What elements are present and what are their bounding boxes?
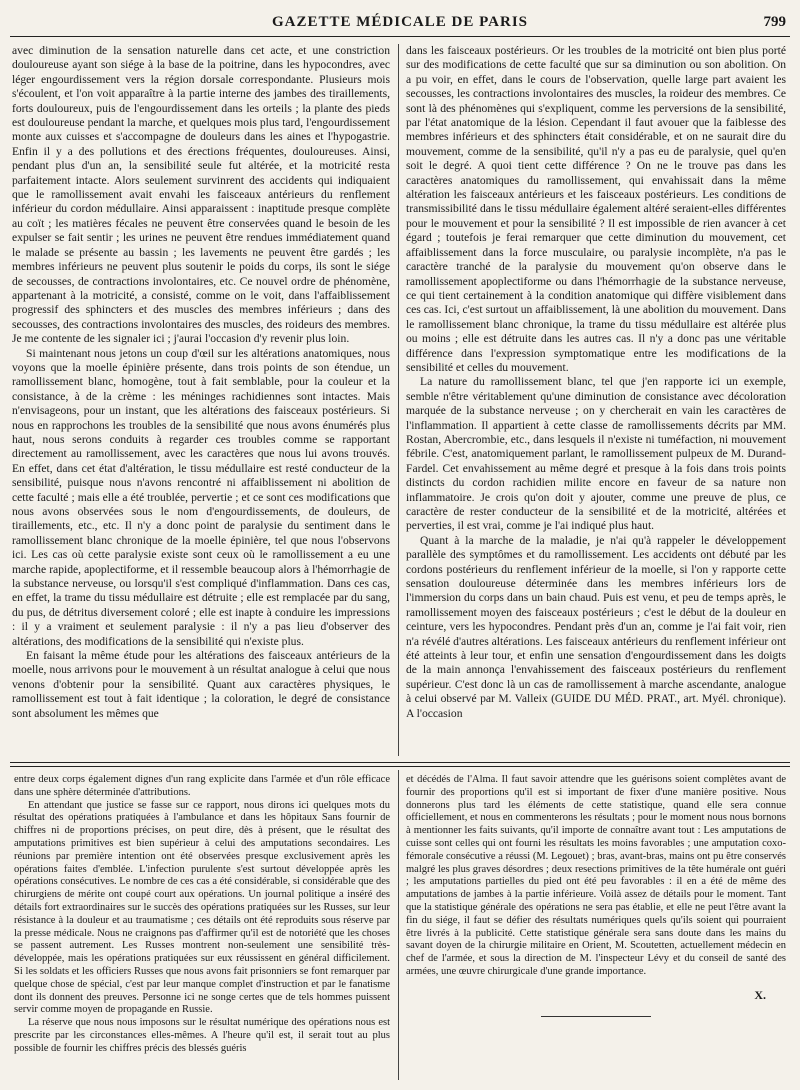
- paragraph: avec diminution de la sensation naturelle dans cet acte, et une constriction douloureuse ayant son siége à la base de la poitrine, dans les hypocondres, avec léger engourdissement vers la région dorsale correspondante. Plusieurs mois s'écoulent, et l'on voit apparaître à la partie interne des jambes des tiraillements, forts douloureux, puis de l'engourdissement dans les orteils ; la plante des pieds est douloureuse pendant la marche, et quelques mois plus tard, l'engourdissement monte aux cuisses et s'accompagne de douleurs dans les aines et l'hypogastrie. Enfin il y a des pollutions et des érections fréquentes, douloureuses. Ainsi, pendant plus d'un an, la sensibilité seule fut altérée, et la motricité resta parfaitement intacte. Alors seulement survinrent des accidents qui indiquaient que le ramollissement avait envahi les faisceaux antérieurs du renflement inférieur du cordon médullaire. Ainsi apparaissent : inaptitude presque complète au coït ; les matières fécales ne peuvent être conservées quand le besoin de les expulser se fait sentir ; les urines ne peuvent être rendues immédiatement quand le malade se présente au bassin ; les lavements ne peuvent être gardés ; les membres inférieurs ne peuvent plus soutenir le poids du corps, ils sont le siége de secousses, de contractions involontaires, etc. Ce nouvel ordre de phénomène, appartenant à la motricité, a consisté, comme on le voit, dans l'affaiblissement progressif des sphincters et des muscles des membres inférieurs ; dans des secousses, des contractions involontaires des muscles, des roideurs des membres. Je me contente de les signaler ici ; j'aurai l'occasion d'y revenir plus loin.: [12, 44, 390, 346]
- upper-left-column: [12, 44, 390, 756]
- upper-right-column: [406, 44, 786, 756]
- journal-title: GAZETTE MÉDICALE DE PARIS: [271, 14, 528, 30]
- lower-left-column: [14, 774, 390, 1080]
- paragraph: dans les faisceaux postérieurs. Or les troubles de la motricité ont bien plus porté sur des modifications de cette faculté que sur sa diminution ou son abolition. On a pu voir, en effet, dans le cours de l'observation, quelle large part avaient les secousses, les contractions involontaires des muscles, la roideur des membres. Ce sont là des phénomènes qui s'expliquent, comme les perversions de la sensibilité, par l'état anatomique de la lésion. Cependant il faut avouer que la faiblesse des membres inférieurs et des sphincters était considérable, et on ne saurait dire du mouvement, comme de la sensibilité, qu'il n'y a pas eu de paralysie, quel qu'en soit le degré. A quoi tient cette différence ? On ne le trouve pas dans les caractères anatomiques du ramollissement, qui envahissait dans la même altération les faisceaux antérieurs et les faisceaux postérieurs. Les conditions de transmissibilité dans le tissu médullaire également altéré seraient-elles différentes pour le mouvement et pour la sensibilité ? Il est impossible de rien avancer à cet égard ; toutefois je ferai remarquer que cette diminution du mouvement, cet affaiblissement dans la force musculaire, ou paralysie incomplète, n'a pas le caractère tranché de la paralysie du mouvement qu'on observe dans le ramollissement apoplectiforme ou dans l'hémorrhagie de la substance nerveuse, ce qui tient certainement à la condition anatomique qui diffère visiblement dans ces cas. Ici, c'est surtout un affaiblissement, là une abolition du mouvement. Dans le ramollissement blanc chronique, la trame du tissu médullaire est altérée plus ou moins ; elle est détruite dans les autres cas. Il n'y a donc pas une véritable différence dans l'expression symptomatique entre les modifications de la sensibilité et celles du mouvement.: [406, 44, 786, 374]
- paragraph: La réserve que nous nous imposons sur le résultat numérique des opérations nous est prescrite par les circonstances elles-mêmes. A l'heure qu'il est, il serait tout au plus possible de fournir les chiffres précis des blessés guéris: [14, 1017, 390, 1054]
- page-number: 799: [763, 14, 786, 30]
- paragraph: En faisant la même étude pour les altérations des faisceaux antérieurs de la moelle, nous arrivons pour le mouvement à un résultat analogue à celui que nous venons d'obtenir pour la sensibilité. Quant aux caractères physiques, le ramollissement est tout à fait identique ; la coloration, le degré de consistance sont absolument les mêmes que: [12, 649, 390, 720]
- paragraph: La nature du ramollissement blanc, tel que j'en rapporte ici un exemple, semble n'être véritablement qu'une diminution de consistance avec décoloration marquée de la substance nerveuse ; on y chercherait en vain les caractères de l'inflammation. Il appartient à cette classe de ramollissements décrits par MM. Rostan, Abercrombie, etc., dans lesquels il n'existe ni tuméfaction, ni mouvement fébrile. C'est, anatomiquement parlant, le ramollissement pulpeux de M. Durand-Fardel. Cet envahissement au même degré et presque à la fois dans trois points distincts du cordon rachidien milite encore en faveur de sa nature non inflammatoire. Je crois qu'on doit y ajouter, comme une preuve de plus, ce caractère de rester conducteur de la sensibilité et de la motricité, altérées et perverties, il est vrai, comme je l'ai indiqué plus haut.: [406, 375, 786, 533]
- paragraph: En attendant que justice se fasse sur ce rapport, nous dirons ici quelques mots du résultat des opérations pratiquées à l'ambulance et dans les hôpitaux Sans fournir de chiffres ni de proportions précises, on peut dire, dès à présent, que le résultat des amputations primitives est bien supérieur à celui des amputations secondaires. Les réunions par première intention ont été observées presque exclusivement après les opérations faites d'emblée. L'infection purulente s'est surtout développée après les opérations consécutives. Le nombre de ces cas a été considérable, si considérable que des chirurgiens de mérite ont coupé court aux opérations. Un journal politique a inséré des détails fort extraordinaires sur le succès des opérations pratiquées sur les Russes, sur leur résistance à la douleur et au traumatisme ; ces détails ont été reproduits sous réserve par la presse médicale. Nous ne craignons pas d'affirmer qu'il est de notoriété que les choses se passent autrement. Les Russes montrent non-seulement une sensibilité très-développée, mais les opérations pratiquées sur eux réussissent en général difficilement. Si les soldats et les officiers Russes que nous avons fait prisonniers se font remarquer par quelque chose de spécial, c'est par leur manque complet d'instruction et par le fanatisme dont ils donnent des preuves. Personne ici ne songe certes que de tels hommes puissent servir comme moyen de propagande en Russie.: [14, 799, 390, 1016]
- column-divider-lower: [398, 770, 399, 1080]
- column-divider-upper: [398, 44, 399, 756]
- end-rule: [541, 1016, 651, 1017]
- section-divider: [10, 762, 790, 767]
- lower-right-column: [406, 774, 786, 1080]
- page-header: [10, 14, 790, 37]
- paragraph: et décédés de l'Alma. Il faut savoir attendre que les guérisons soient complètes avant de fournir des proportions qu'il est si important de fixer d'une manière positive. Nous donnerons plus tard les éléments de cette statistique, quand elle sera connue officiellement, et nous en commenterons les résultats ; pour le moment nous nous bornons à mentionner les faits suivants, qu'il importe de connaître avant tout : Les amputations de cuisse sont celles qui ont fourni les résultats les moins favorables ; une amputation coxo-fémorale consécutive a réussi (M. Legouet) ; bras, avant-bras, mains ont pu être conservés malgré les plus graves désordres ; deux resections primitives de la tête humérale ont guéri ; les amputations partielles du pied ont été peu favorables : il en a été de même des amputations de jambes à la partie inférieure. Voilà assez de détails pour le moment. Tant que la statistique générale des opérations ne sera pas établie, et elle ne peut l'être avant la fin du siége, il faut se défier des résultats numériques quels qu'ils soient qui pourraient être livrés à la publicité. Cette statistique générale sera sans doute dans les mains du savant doyen de la chirurgie militaire en Orient, M. Scoutetten, actuellement médecin en chef de l'armée, et sous la direction de M. l'inspecteur Lévy et du conseil de santé des armées, une œuvre chirurgicale d'une grande importance.: [406, 774, 786, 977]
- paragraph: Quant à la marche de la maladie, je n'ai qu'à rappeler le développement parallèle des symptômes et du ramollissement. Les accidents ont débuté par les cordons postérieurs du renflement inférieur de la moelle, si l'on y rapporte cette sensation douloureuse déterminée dans les membres inférieurs lors de l'immersion du corps dans un bain chaud. Puis est venu, et peu de temps après, le ramollissement moyen des faisceaux postérieurs ; c'est le début de la douleur en ceinture, vers les hypocondres. Pendant près d'un an, comme je l'ai fait voir, rien n'a révélé d'autres altérations. Les faisceaux antérieurs du renflement inférieur ont été atteints à leur tour, et enfin une sensation d'engourdissement dans les doigts de la main annonça l'envahissement des faisceaux postérieurs du renflement supérieur. C'est donc là un cas de ramollissement à marche ascendante, analogue à celui observé par M. Valleix (GUIDE DU MÉD. PRAT., art. Myél. chronique). A l'occasion: [406, 533, 786, 720]
- paragraph: Si maintenant nous jetons un coup d'œil sur les altérations anatomiques, nous voyons que la moelle épinière présente, dans trois points de son étendue, un ramollissement blanc, homogène, tout à fait semblable, pour la couleur et la consistance, à de la crème : les méninges rachidiennes sont intactes. Mais n'envisageons, pour un instant, que les altérations des faisceaux postérieurs. Si nous en rapprochons les troubles de la sensibilité que nous avons énumérés plus haut, nous serons conduits à regarder ces troubles comme se rapportant directement au ramollissement, avec les caractères que nous lui avons trouvés. En effet, dans cet état d'altération, le tissu médullaire est resté conducteur de la sensibilité, puisque nous n'avons rencontré ni affaiblissement ni abolition de cette faculté ; mais elle a été troublée, pervertie ; et ce sont ces modifications que nous avons observées sous le nom d'engourdissements, de douleurs, de tiraillements, etc., etc. Il n'y a donc point de paralysie du sentiment dans le ramollissement blanc chronique de la moelle épinière, tel que nous l'observons ici. Les cas où cette paralysie existe sont ceux où le ramollissement a eu une marche rapide, apoplectiforme, et il ressemble beaucoup alors à l'hémorrhagie de la substance nerveuse, ou lorsqu'il s'est compliqué d'inflammation. Dans ces cas, en effet, la trame du tissu médullaire est détruite ; elle est remplacée par du sang, du pus, de détritus diversement coloré ; elle est inapte à conduire les impressions : il y a vraiment et seulement paralysie : il n'y a pas lieu d'observer des altérations, des modifications de la sensibilité qui n'existe plus.: [12, 346, 390, 648]
- author-signature: X.: [754, 987, 766, 1002]
- paragraph: entre deux corps également dignes d'un rang explicite dans l'armée et d'un rôle efficace dans une sphère déterminée d'attributions.: [14, 774, 390, 798]
